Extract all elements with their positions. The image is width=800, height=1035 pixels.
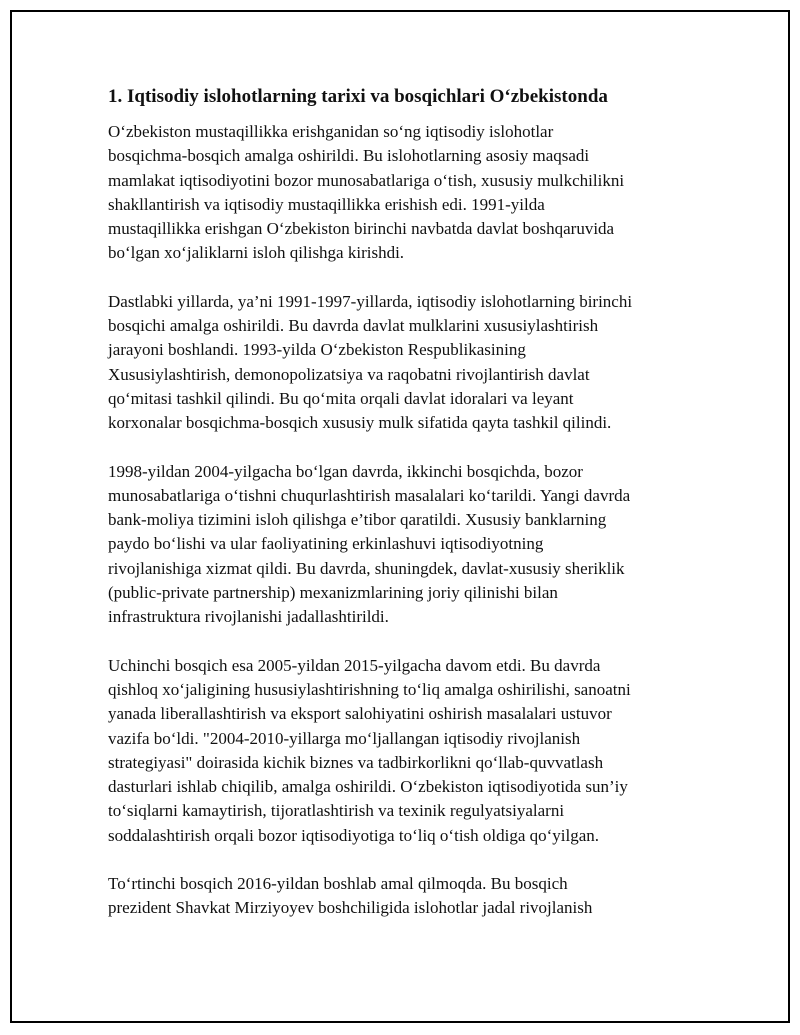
text-line: soddalashtirish orqali bozor iqtisodiyotiga to‘liq o‘tish oldiga qo‘yilgan. [108, 825, 600, 845]
text-line: korxonalar bosqichma-bosqich xususiy mulk sifatida qayta tashkil qilindi. [108, 413, 612, 433]
paragraph-4 [108, 654, 698, 848]
paragraph-5 [108, 872, 698, 921]
text-line: O‘zbekiston mustaqillikka erishganidan so‘ng iqtisodiy islohotlar [108, 122, 554, 141]
document-body [108, 84, 698, 945]
text-line: mamlakat iqtisodiyotini bozor munosabatlariga o‘tish, xususiy mulkchilikni [108, 170, 625, 190]
text-line: munosabatlariga o‘tishni chuqurlashtirish masalalari ko‘tarildi. Yangi davrda [108, 485, 631, 505]
text-line: mustaqillikka erishgan O‘zbekiston birinchi navbatda davlat boshqaruvida [108, 219, 615, 239]
paragraph-3 [108, 460, 698, 630]
text-line: shakllantirish va iqtisodiy mustaqillikka erishish edi. 1991-yilda [108, 194, 545, 214]
text-line: (public-private partnership) mexanizmlarining joriy qilinishi bilan [108, 583, 558, 603]
text-line: Xususiylashtirish, demonopolizatsiya va raqobatni rivojlantirish davlat [108, 364, 590, 384]
text-line: paydo bo‘lishi va ular faoliyatining erkinlashuvi iqtisodiyotning [108, 534, 544, 554]
text-line: qishloq xo‘jaligining hususiylashtirishning to‘liq amalga oshirilishi, sanoatni [108, 679, 631, 699]
text-line: jarayoni boshlandi. 1993-yilda O‘zbekiston Respublikasining [108, 340, 526, 360]
text-line: Uchinchi bosqich esa 2005-yildan 2015-yilgacha davom etdi. Bu davrda [108, 655, 601, 675]
text-line: strategiyasi" doirasida kichik biznes va tadbirkorlikni qo‘llab-quvvatlash [108, 752, 604, 772]
text-line: 1998-yildan 2004-yilgacha bo‘lgan davrda, ikkinchi bosqichda, bozor [108, 461, 583, 481]
text-line: Dastlabki yillarda, ya’ni 1991-1997-yillarda, iqtisodiy islohotlarning birinchi [108, 291, 633, 311]
document-title: 1. Iqtisodiy islohotlarning tarixi va bosqichlari O‘zbekistonda [108, 86, 608, 107]
paragraph-1 [108, 120, 698, 266]
text-line: infrastruktura rivojlanishi jadallashtirildi. [108, 607, 389, 627]
paragraph-2 [108, 290, 698, 436]
text-line: dasturlari ishlab chiqilib, amalga oshirildi. O‘zbekiston iqtisodiyotida sun’iy [108, 777, 628, 797]
text-line: prezident Shavkat Mirziyoyev boshchiligida islohotlar jadal rivojlanish [108, 898, 593, 918]
text-line: bo‘lgan xo‘jaliklarni isloh qilishga kirishdi. [108, 243, 405, 263]
text-line: vazifa bo‘ldi. "2004-2010-yillarga mo‘ljallangan iqtisodiy rivojlanish [108, 728, 581, 748]
text-line: bosqichma-bosqich amalga oshirildi. Bu islohotlarning asosiy maqsadi [108, 146, 590, 166]
text-line: to‘siqlarni kamaytirish, tijoratlashtirish va texinik regulyatsiyalarni [108, 801, 565, 821]
text-line: yanada liberallashtirish va eksport salohiyatini oshirish masalalari ustuvor [108, 704, 612, 724]
text-line: To‘rtinchi bosqich 2016-yildan boshlab amal qilmoqda. Bu bosqich [108, 874, 568, 894]
text-line: bank-moliya tizimini isloh qilishga e’tibor qaratildi. Xususiy banklarning [108, 510, 607, 530]
text-line: rivojlanishiga xizmat qildi. Bu davrda, shuningdek, davlat-xususiy sheriklik [108, 558, 625, 578]
text-line: bosqichi amalga oshirildi. Bu davrda davlat mulklarini xususiylashtirish [108, 316, 599, 336]
text-line: qo‘mitasi tashkil qilindi. Bu qo‘mita orqali davlat idoralari va leyant [108, 388, 574, 408]
